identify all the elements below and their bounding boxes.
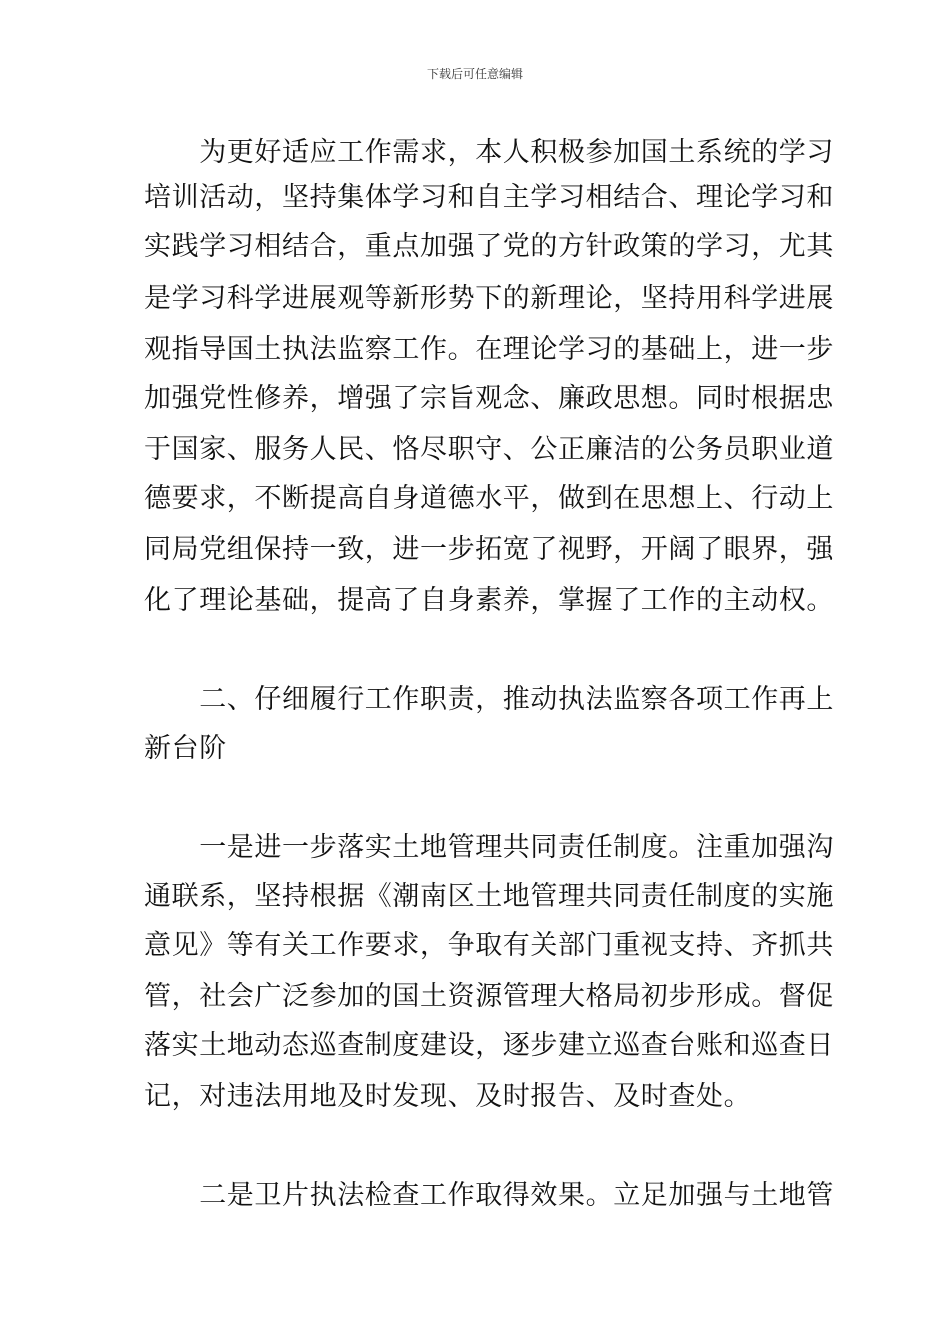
text-line: 意见》等有关工作要求，争取有关部门重视支持、齐抓共	[144, 930, 834, 961]
text-line: 同局党组保持一致，进一步拓宽了视野，开阔了眼界，强	[144, 534, 834, 565]
text-line: 管，社会广泛参加的国土资源管理大格局初步形成。督促	[144, 981, 834, 1012]
text-line: 观指导国土执法监察工作。在理论学习的基础上，进一步	[144, 334, 834, 365]
text-line: 化了理论基础，提高了自身素养，掌握了工作的主动权。	[144, 585, 834, 616]
text-line: 于国家、服务人民、恪尽职守、公正廉洁的公务员职业道	[144, 434, 834, 465]
section-heading: 二、仔细履行工作职责，推动执法监察各项工作再上	[144, 684, 834, 715]
text-line: 是学习科学进展观等新形势下的新理论，坚持用科学进展	[144, 283, 834, 314]
text-line: 德要求，不断提高自身道德水平，做到在思想上、行动上	[144, 483, 834, 514]
text-line: 为更好适应工作需求，本人积极参加国土系统的学习	[144, 137, 834, 168]
text-line: 记，对违法用地及时发现、及时报告、及时查处。	[144, 1081, 752, 1112]
text-line: 落实土地动态巡查制度建设，逐步建立巡查台账和巡查日	[144, 1030, 834, 1061]
text-line: 培训活动，坚持集体学习和自主学习相结合、理论学习和	[144, 182, 834, 213]
text-line: 一是进一步落实土地管理共同责任制度。注重加强沟	[144, 832, 834, 863]
page-header: 下载后可任意编辑	[426, 67, 523, 81]
section-heading: 新台阶	[144, 733, 227, 764]
text-line: 二是卫片执法检查工作取得效果。立足加强与土地管	[144, 1180, 834, 1211]
text-line: 实践学习相结合，重点加强了党的方针政策的学习，尤其	[144, 231, 834, 262]
text-line: 加强党性修养，增强了宗旨观念、廉政思想。同时根据忠	[144, 383, 834, 414]
text-line: 通联系，坚持根据《潮南区土地管理共同责任制度的实施	[144, 881, 834, 912]
